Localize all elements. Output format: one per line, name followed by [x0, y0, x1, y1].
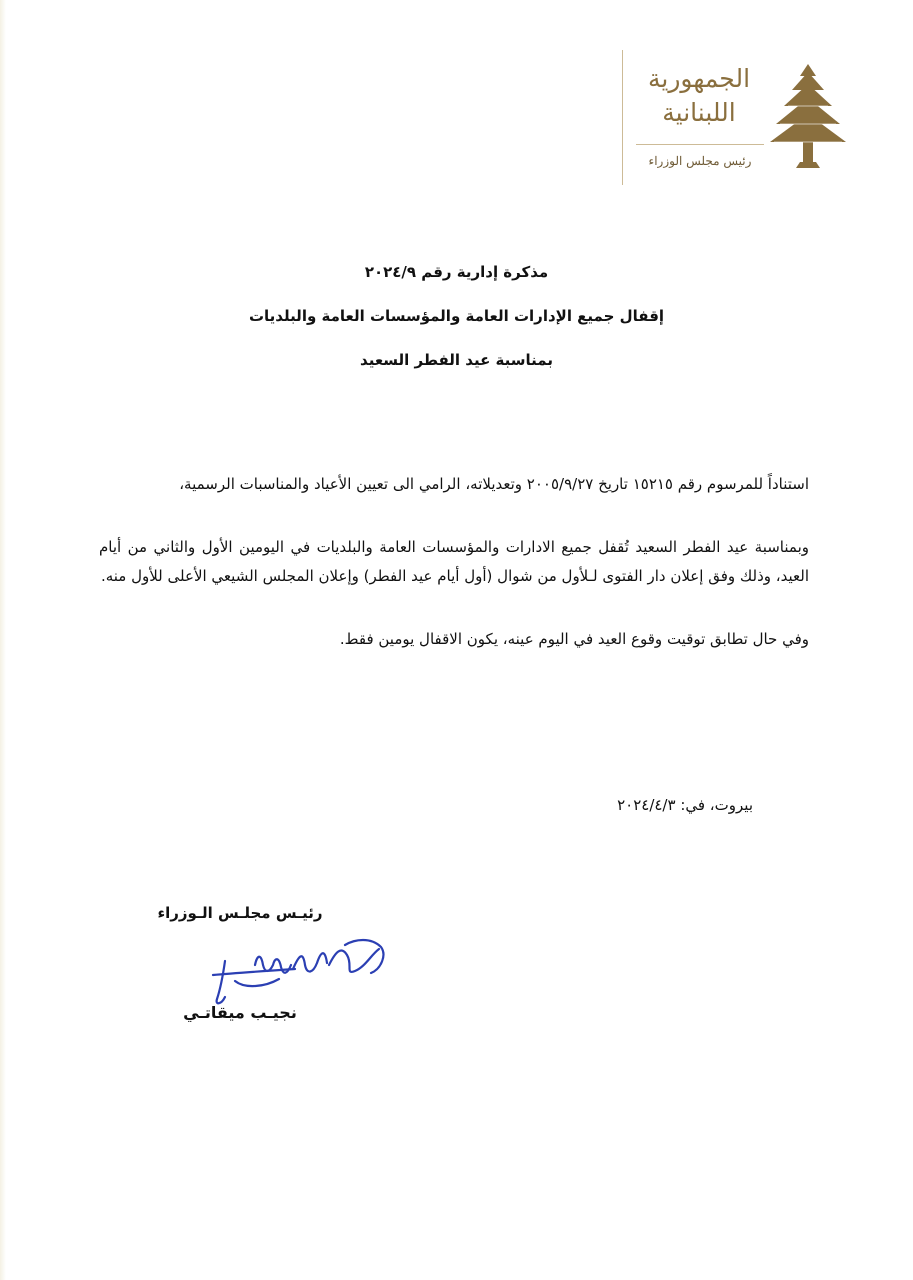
paragraph-condition: وفي حال تطابق توقيت وقوع العيد في اليوم عينه، يكون الاقفال يومين فقط. — [339, 630, 809, 648]
letterhead — [620, 40, 860, 190]
paragraph-decree: استناداً للمرسوم رقم ١٥٢١٥ تاريخ ٢٠٠٥/٩/٢٧ وتعديلاته، الرامي الى تعيين الأعياد والمناسبات الرسمية، — [179, 475, 809, 493]
letterhead-divider — [622, 50, 623, 185]
page-edge — [0, 0, 6, 1280]
memo-number: مذكرة إدارية رقم ٢٠٢٤/٩ — [364, 263, 549, 281]
signatory-name: نجيـب ميقاتـي — [183, 1003, 297, 1022]
letterhead-rule — [636, 144, 764, 145]
cedar-tree-icon — [768, 60, 848, 175]
republic-name-line1: الجمهورية — [647, 64, 751, 93]
memo-headings — [100, 262, 813, 394]
republic-name-line2: اللبنانية — [662, 98, 736, 127]
signatory-title: رئيـس مجلـس الـوزراء — [157, 904, 323, 922]
memo-subject-line2: بمناسبة عيد الفطر السعيد — [360, 351, 553, 369]
paragraph-closure: وبمناسبة عيد الفطر السعيد تُقفل جميع الادارات والمؤسسات العامة والبلديات في اليومين الأول والثاني من أيام العيد، وذلك وفق إعلان دار الفتوى لـلأول من شوال (أول أيام عيد الفطر) وإعلان المجلس الشيعي الأعلى للأول منه. — [99, 538, 809, 585]
office-name: رئيس مجلس الوزراء — [648, 154, 752, 168]
handwritten-signature — [195, 925, 395, 1015]
place-date: بيروت، في: ٢٠٢٤/٤/٣ — [617, 796, 753, 814]
memo-body — [99, 470, 809, 688]
memo-subject-line1: إقفال جميع الإدارات العامة والمؤسسات العامة والبلديات — [248, 307, 665, 325]
republic-name — [634, 62, 764, 130]
